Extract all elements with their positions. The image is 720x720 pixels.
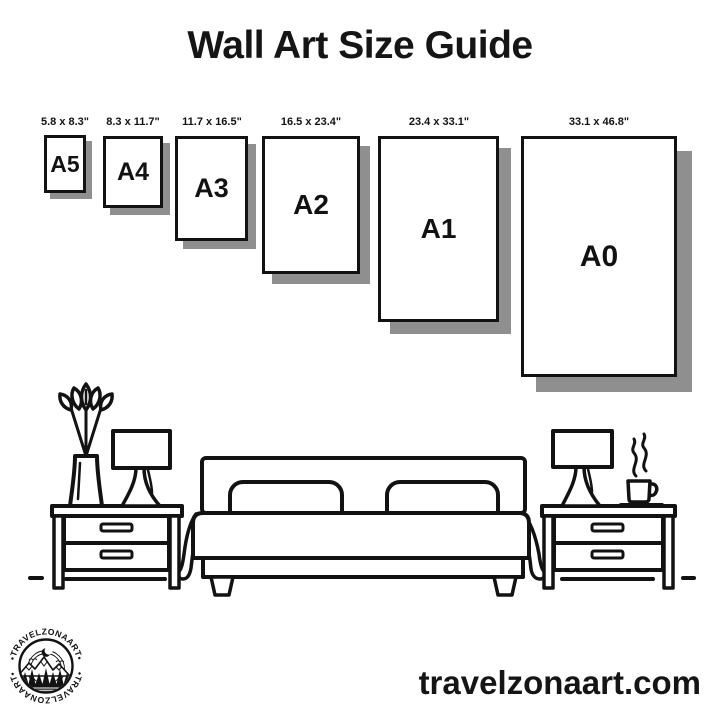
lamp-left-icon xyxy=(113,431,170,506)
coffee-cup-icon xyxy=(621,434,662,505)
logo-text-bottom: •TRAVELZONAART• xyxy=(7,670,85,706)
size-caption-a3: 11.7 x 16.5" xyxy=(182,116,242,128)
brand-logo xyxy=(0,620,92,712)
size-label-a3: A3 xyxy=(194,173,229,203)
mattress-icon xyxy=(193,513,529,558)
size-caption-a5: 5.8 x 8.3" xyxy=(40,116,90,128)
size-label-a1: A1 xyxy=(420,213,457,244)
size-label-a5: A5 xyxy=(50,150,80,177)
size-caption-a2: 16.5 x 23.4" xyxy=(280,116,342,128)
plant-vase-icon xyxy=(60,384,112,506)
size-label-a4: A4 xyxy=(117,157,149,186)
steam-icon xyxy=(643,434,647,471)
size-caption-a1: 23.4 x 33.1" xyxy=(408,116,470,128)
website-url: travelzonaart.com xyxy=(418,664,701,701)
size-label-a2: A2 xyxy=(293,189,329,220)
size-caption-a4: 8.3 x 11.7" xyxy=(106,116,160,128)
bed-icon xyxy=(178,458,544,595)
bed-foot-right-icon xyxy=(494,577,516,595)
logo-text-top: •TRAVELZONAART• xyxy=(7,626,85,662)
lamp-right-icon xyxy=(553,431,612,506)
size-label-a0: A0 xyxy=(579,239,619,273)
steam-icon xyxy=(633,439,637,476)
page-title: Wall Art Size Guide xyxy=(187,24,533,67)
bed-foot-left-icon xyxy=(211,577,233,595)
bed-base-icon xyxy=(203,558,523,577)
nightstand-left-icon xyxy=(52,506,182,588)
nightstand-right-icon xyxy=(542,506,675,588)
size-caption-a0: 33.1 x 46.8" xyxy=(568,116,630,128)
